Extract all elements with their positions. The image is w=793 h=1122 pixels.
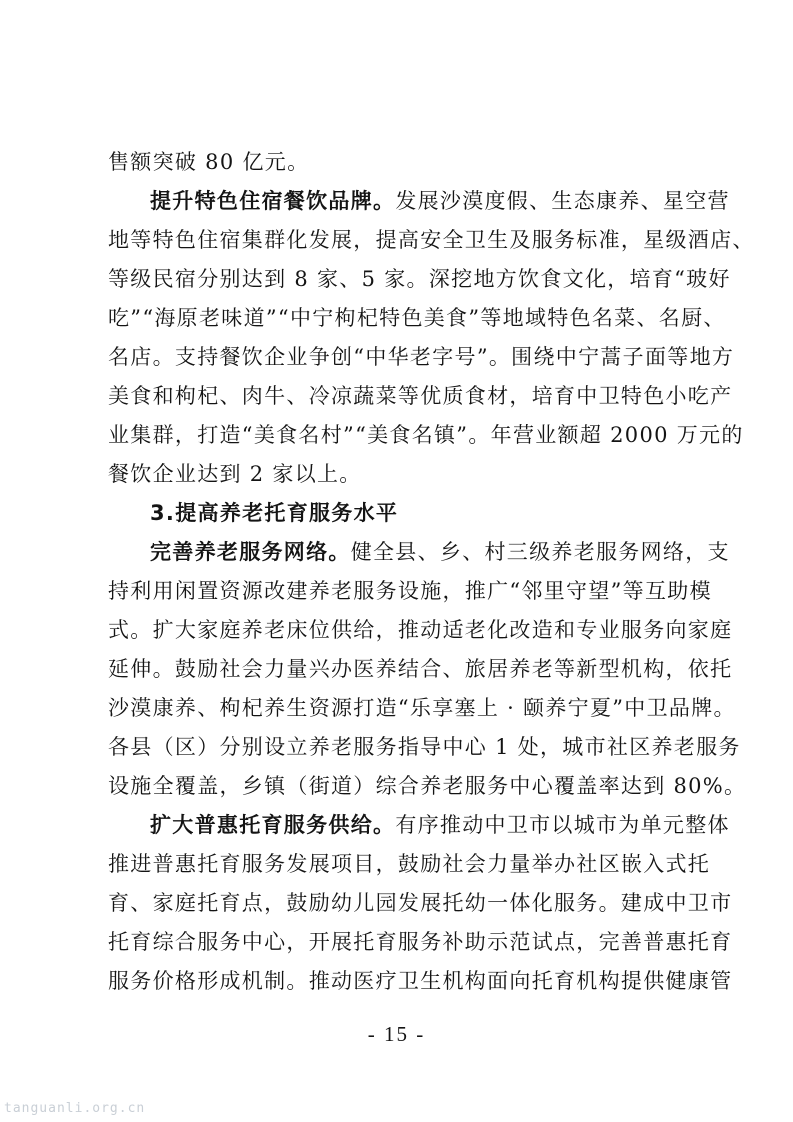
text-line [108,614,733,650]
section-heading [150,497,694,533]
line-text: 育、家庭托育点，鼓励幼儿园发展托幼一体化服务。建成中卫市 [108,891,733,915]
line-text: 美食和枸杞、肉牛、冷凉蔬菜等优质食材，培育中卫特色小吃产 [108,384,733,408]
text-line [108,926,733,962]
page-number: - 15 - [367,1022,426,1046]
text-line [108,848,711,884]
paragraph-first-line [150,185,730,221]
text-line [108,302,726,338]
text-line [108,380,733,416]
line-text: 沙漠康养、枸杞养生资源打造“乐享塞上 · 颐养宁夏”中卫品牌。 [108,696,736,720]
text-line [108,965,733,1001]
paragraph-heading: 扩大普惠托育服务供给。 [150,813,396,837]
line-text: 餐饮企业达到 2 家以上。 [108,462,362,486]
text-line [108,263,731,299]
line-text: 式。扩大家庭养老床位供给，推动适老化改造和专业服务向家庭 [108,618,733,642]
line-text: 服务价格形成机制。推动医疗卫生机构面向托育机构提供健康管 [108,969,733,993]
paragraph-first-line [150,809,730,845]
line-text: 延伸。鼓励社会力量兴办医养结合、旅居养老等新型机构，依托 [108,657,733,681]
line-text: 吃”“海原老味道”“中宁枸杞特色美食”等地域特色名菜、名厨、 [108,306,726,330]
section-heading-text: 3.提高养老托育服务水平 [150,501,399,525]
paragraph-heading: 提升特色住宿餐饮品牌。 [150,189,396,213]
watermark: tanguanli.org.cn [4,1101,146,1116]
line-text: 各县（区）分别设立养老服务指导中心 1 处，城市社区养老服务 [108,735,741,759]
text-line [108,692,736,728]
line-text: 名店。支持餐饮企业争创“中华老字号”。围绕中宁蒿子面等地方 [108,345,735,369]
paragraph-first-line [150,536,730,572]
text-line [108,224,755,260]
line-text: 业集群，打造“美食名村”“美食名镇”。年营业额超 2000 万元的 [108,423,744,447]
text-line [108,341,735,377]
line-text: 有序推动中卫市以城市为单元整体 [395,813,730,837]
line-text: 等级民宿分别达到 8 家、5 家。深挖地方饮食文化，培育“玻好 [108,267,731,291]
text-line [108,458,694,494]
text-line [108,575,712,611]
line-text: 健全县、乡、村三级养老服务网络，支 [350,540,730,564]
line-text: 推进普惠托育服务发展项目，鼓励社会力量举办社区嵌入式托 [108,852,711,876]
paragraph-heading: 完善养老服务网络。 [150,540,351,564]
line-text: 地等特色住宿集群化发展，提高安全卫生及服务标准，星级酒店、 [108,228,755,252]
text-line [108,731,741,767]
text-line [108,653,733,689]
text-line [108,419,744,455]
line-text: 持利用闲置资源改建养老服务设施，推广“邻里守望”等互助模 [108,579,712,603]
text-line [108,887,733,923]
line-text: 设施全覆盖，乡镇（街道）综合养老服务中心覆盖率达到 80%。 [108,774,747,798]
text-line [108,770,747,806]
line-text: 发展沙漠度假、生态康养、星空营 [395,189,730,213]
text-line [108,146,694,182]
line-text: 托育综合服务中心，开展托育服务补助示范试点，完善普惠托育 [108,930,733,954]
line-text: 售额突破 80 亿元。 [108,150,310,174]
